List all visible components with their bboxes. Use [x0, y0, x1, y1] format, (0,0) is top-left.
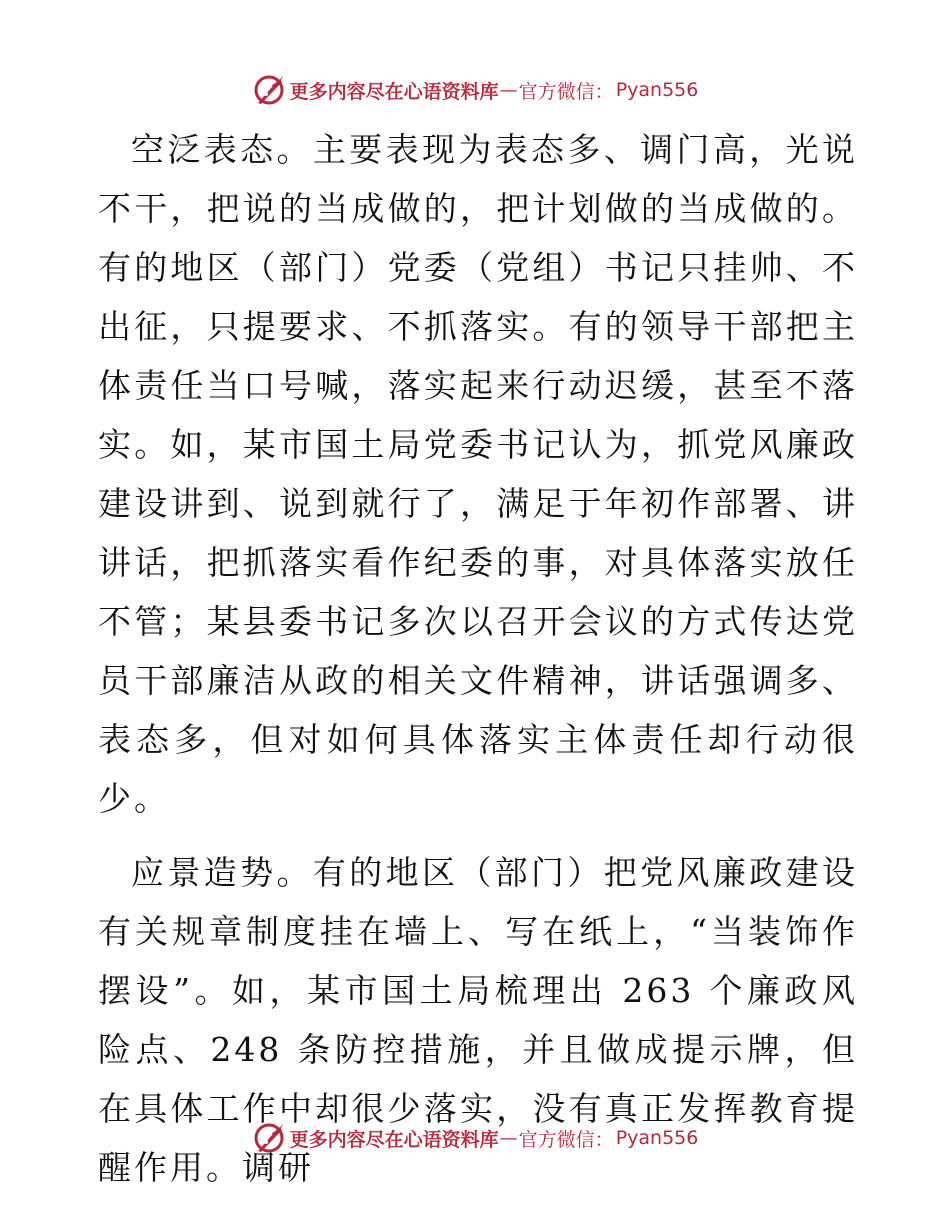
banner-wechat-handle: Pyan556	[615, 1127, 699, 1149]
banner-official-label: 官方微信：	[518, 80, 614, 103]
banner-official-label: 官方微信：	[518, 1128, 614, 1151]
paragraph-1: 空泛表态。主要表现为表态多、调门高，光说不干，把说的当成做的，把计划做的当成做的。有的地区（部门）党委（党组）书记只挂帅、不出征，只提要求、不抓落实。有的领导干部把主体责任当口号喊，落实起来行动迟缓，甚至不落实。如，某市国土局党委书记认为，抓党风廉政建设讲到、说到就行了，满足于年初作部署、讲讲话，把抓落实看作纪委的事，对具体落实放任不管；某县委书记多次以召开会议的方式传达党员干部廉洁从政的相关文件精神，讲话强调多、表态多，但对如何具体落实主体责任却行动很少。	[98, 130, 858, 818]
body-text	[98, 120, 858, 1197]
footer-banner[interactable]	[0, 1118, 950, 1158]
banner-text: 更多内容尽在心语资料库	[289, 1128, 499, 1151]
paragraph-2: 应景造势。有的地区（部门）把党风廉政建设有关规章制度挂在墙上、写在纸上，“当装饰作摆设”。如，某市国土局梳理出 263 个廉政风险点、248 条防控措施，并且做成提示牌，但在具体工作中却很少落实，没有真正发挥教育提醒作用。调研	[98, 853, 858, 1187]
banner-wechat-handle: Pyan556	[615, 79, 699, 101]
header-banner[interactable]	[0, 70, 950, 110]
banner-dash: —	[499, 1127, 518, 1149]
banner-text: 更多内容尽在心语资料库	[289, 80, 499, 103]
quill-pen-circle-logo-icon	[252, 73, 286, 107]
quill-pen-circle-logo-icon	[252, 1121, 286, 1155]
banner-dash: —	[499, 79, 518, 101]
